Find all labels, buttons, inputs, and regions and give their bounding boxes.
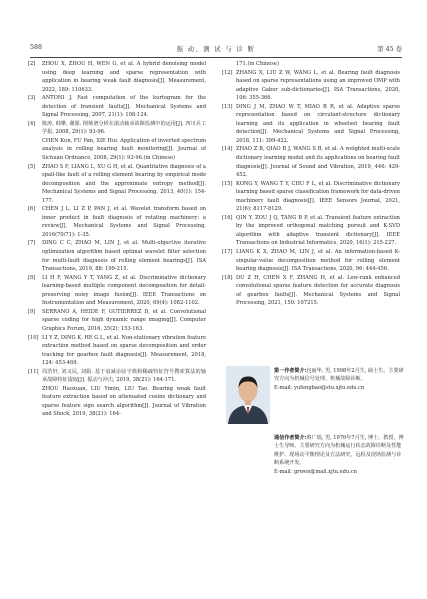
- reference-number: [16]: [222, 214, 233, 221]
- reference-text: SERRANO A, HEIDE F, GUTIERREZ D, et al. Convolutional sparse coding for high dynamic range imaging[J]. Computer Graphics Forum, 2016, 35(2): 153-163.: [42, 308, 206, 332]
- corresponding-author-email: E-mail: grwen@mail.xjtu.edu.cn: [274, 468, 357, 475]
- reference-number: [13]: [222, 103, 233, 110]
- reference-item: [28, 137, 206, 163]
- reference-number: [4]: [28, 120, 36, 127]
- reference-text: LI H F, WANG Y T, YANG Z, et al. Discriminative dictionary learning-based multiple component decomposition for detail-preserving noisy image fusion[J]. IEEE Transactions on Instrumentation and Measurement, 2020, 69(4): 1082-1102.: [42, 274, 206, 307]
- reference-number: [10]: [28, 334, 39, 341]
- reference-number: [7]: [28, 240, 36, 247]
- reference-text: CHEN Kun, FU Pan, XIE Hui. Application of inverted spectrum analysis in rolling bearing fault monitoring[J]. Journal of Sichuan Ordnance, 2008, 29(1): 93-96.(in Chinese): [42, 137, 206, 162]
- reference-item: [222, 274, 400, 308]
- reference-item: [222, 248, 400, 274]
- reference-text: DU Z H, CHEN X F, ZHANG H, et al. Low-rank enhanced convolutional sparse feature detection for accurate diagnosis of gearbox faults[J]. Mechanical Systems and Signal Processing, 2021, 150: 107215.: [236, 274, 400, 307]
- reference-item: [28, 385, 206, 419]
- reference-text: DING J M, ZHAO W T, MIAO B R, et al. Adaptive sparse representation based on circulant-structure dictionary learning and its application in wheelset bearing fault detection[J]. Mechanical Systems and Signal Processing, 2018, 111: 399-422.: [236, 103, 400, 144]
- left-reference-column: [28, 60, 206, 419]
- first-author-heading: 第一作者简介:: [274, 368, 307, 374]
- first-author-bio: [274, 367, 404, 392]
- author-photo: [226, 366, 270, 424]
- reference-text: ZHOU X, ZHOU H, WEN G, et al. A hybrid denoising model using deep learning and sparse representation with application in bearing weak fault diagnosis[J]. Measurement, 2022, 189: 110633.: [42, 61, 206, 93]
- reference-text: ANTONI J. Fast computation of the kurtogram for the detection of transient faults[J]. Mechanical Systems and Signal Processing, 2007, 21(1): 108-124.: [42, 95, 206, 119]
- reference-text: KONG Y, WANG T Y, CHU F L, et al. Discriminative dictionary learning based sparse classification framework for data-driven machinery fault diagnosis[J]. IEEE Sensors Journal, 2021, 21(6): 8117-8129.: [236, 180, 400, 213]
- reference-item: [28, 274, 206, 308]
- reference-number: [5]: [28, 163, 36, 170]
- reference-number: [9]: [28, 308, 36, 315]
- reference-text: DING C C, ZHAO M, LIN J, et al. Multi-objective iterative optimization algorithm based optimal wavelet filter selection for multi-fault diagnosis of rolling element bearings[J]. ISA Transactions, 2019, 88: 199-215.: [42, 240, 206, 273]
- first-author-text: 包丽华, 男, 1998年2月生, 硕士生。主要研究方向为机械信号处理、机械故障诊断。: [274, 368, 404, 383]
- right-reference-column: [222, 60, 400, 308]
- first-author-email: E-mail: yufengbao@stu.xjtu.edu.cn: [274, 384, 365, 391]
- reference-number: [17]: [222, 249, 233, 256]
- portrait-image: [226, 366, 270, 424]
- reference-item: [28, 94, 206, 120]
- reference-text: 171.(in Chinese): [236, 61, 279, 67]
- reference-item: [28, 308, 206, 334]
- reference-number: [14]: [222, 146, 233, 153]
- reference-number: [8]: [28, 274, 36, 281]
- reference-item: [28, 163, 206, 206]
- reference-item: [222, 214, 400, 248]
- reference-item: [222, 103, 400, 146]
- reference-number: [15]: [222, 180, 233, 187]
- reference-number: [2]: [28, 61, 36, 67]
- reference-text: ZHAO S F, LIANG L, XU G H, et al. Quantitative diagnosis of a spall-like fault of a rolling element bearing by empirical mode decomposition and the approximate entropy method[J]. Mechanical Systems and Signal Processing, 2013, 40(1): 154-177.: [42, 163, 206, 204]
- reference-item: [222, 180, 400, 214]
- reference-item: [28, 205, 206, 239]
- page-number: 588: [30, 44, 43, 51]
- reference-item: [28, 120, 206, 137]
- corresponding-author-heading: 通信作者简介:: [274, 435, 307, 441]
- reference-item: [28, 60, 206, 94]
- reference-text: LI Y Z, DING K, HE G L, et al. Non-stationary vibration feature extraction method based on sparse decomposition and order tracking for gearbox fault diagnosis[J]. Measurement, 2018, 124: 453-469.: [42, 334, 206, 367]
- reference-number: [12]: [222, 69, 233, 76]
- reference-number: [6]: [28, 206, 36, 213]
- reference-item: [222, 60, 400, 69]
- reference-number: [3]: [28, 95, 36, 102]
- corresponding-author-bio: [274, 434, 404, 476]
- reference-text: ZHANG X, LIU Z W, WANG L, et al. Bearing fault diagnosis based on sparse representations using an improved OMP with adaptive Gabor sub-dictionaries[J]. ISA Transactions, 2020, 106: 355-366.: [236, 69, 400, 102]
- corresponding-author-text: 蔡广瑞, 男, 1976年7月生, 博士、教授、博士生导师。主要研究方向为机械运行状态故障诊断及性能维护、现场动平衡理论及方法研究、远程及现场监测与诊断系统开发。: [274, 435, 404, 467]
- reference-item: [28, 368, 206, 385]
- journal-title: 振 动、测 试 与 诊 断: [176, 46, 256, 53]
- reference-item: [222, 69, 400, 103]
- reference-text: ZHAO Z B, QIAO B J, WANG S B, et al. A weighted multi-scale dictionary learning model and its applications on bearing fault diagnosis[J]. Journal of Sound and Vibration, 2019, 446: 429-452.: [236, 146, 400, 179]
- reference-text: LIANG K X, ZHAO M, LIN J, et al. An information-based K-singular-value decomposition method for rolling element bearing diagnosis[J]. ISA Transactions, 2020, 96: 444-456.: [236, 249, 400, 273]
- reference-text: 陈涛, 韩攀, 谢源. 倒频谱分析在滚动轴承故障监测中的运用[J]. 四川兵工学报, 2008, 29(1): 93-96.: [42, 120, 206, 136]
- reference-item: [28, 239, 206, 273]
- reference-number: [18]: [222, 274, 233, 281]
- reference-item: [222, 145, 400, 179]
- reference-number: [11]: [28, 368, 39, 375]
- reference-text: QIN Y, ZOU J Q, TANG B P, et al. Transient feature extraction by the improved orthogonal matching pursuit and K-SVD algorithm with adaptive transient dictionary[J]. IEEE Transactions on Industrial Informatics, 2020, 16(1): 215-227.: [236, 214, 400, 247]
- reference-item: [28, 334, 206, 368]
- volume-label: 第 45 卷: [377, 46, 402, 53]
- running-header: [30, 42, 402, 56]
- header-rule: [30, 57, 402, 58]
- reference-text: ZHOU Haoxuan, LIU Yimin, LIU Tao. Bearing weak fault feature extraction based on attenuated cosine dictionary and sparse feature sign search algorithm[J]. Journal of Vibration and Shock, 2019, 38(21): 164-: [42, 385, 206, 418]
- reference-text: 周浩轩, 刘义民, 刘娟. 基于衰减余弦字典和稀疏特征符号搜索算法的轴承故障特征提取[J]. 振动与冲击, 2019, 38(21): 164-171.: [42, 368, 206, 384]
- reference-text: CHEN J L, LI Z P, PAN J, et al. Wavelet transform based on inner product in fault diagnosis of rotating machinery: a review[J]. Mechanical Systems and Signal Processing, 2016(70/71): 1-35.: [42, 206, 206, 238]
